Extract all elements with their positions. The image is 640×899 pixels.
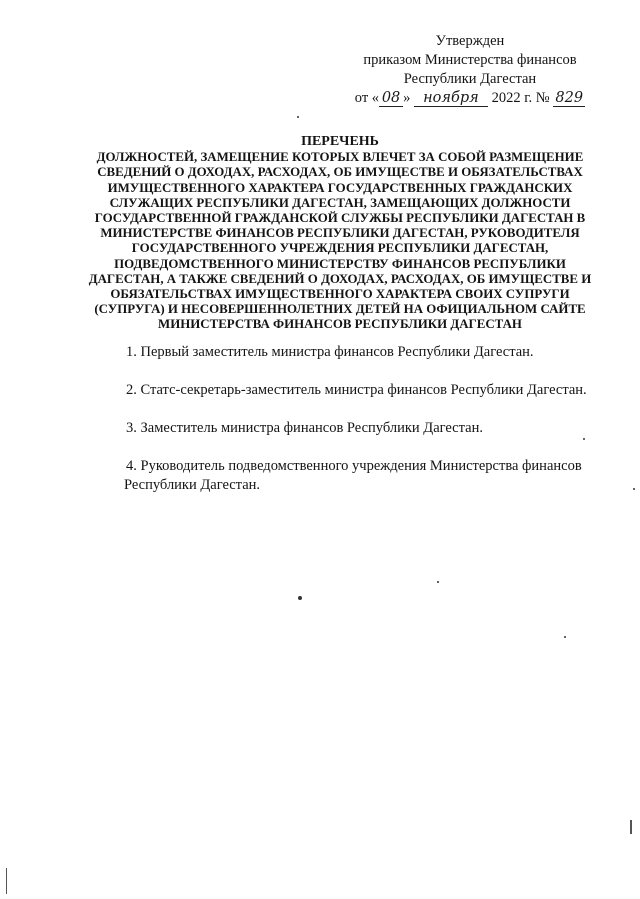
- subtitle-line: ДОЛЖНОСТЕЙ, ЗАМЕЩЕНИЕ КОТОРЫХ ВЛЕЧЕТ ЗА СОБОЙ РАЗМЕЩЕНИЕ: [96, 150, 584, 165]
- subtitle-line: ГОСУДАРСТВЕННОЙ ГРАЖДАНСКОЙ СЛУЖБЫ РЕСПУБЛИКИ ДАГЕСТАН В: [94, 211, 586, 226]
- list-item: [126, 457, 606, 495]
- approval-line-3: Республики Дагестан: [403, 71, 537, 87]
- subtitle-line: ОБЯЗАТЕЛЬСТВАХ ИМУЩЕСТВЕННОГО ХАРАКТЕРА СВОИХ СУПРУГИ: [110, 287, 570, 302]
- order-number-handwritten: 829: [553, 91, 585, 107]
- date-month-handwritten: ноября: [414, 91, 488, 107]
- scan-edge-mark: [6, 868, 7, 894]
- document-heading: [70, 134, 610, 333]
- date-prefix: от «: [354, 90, 380, 106]
- scan-edge-mark: [630, 820, 632, 834]
- list-item: 3. Заместитель министра финансов Республики Дагестан.: [126, 420, 483, 436]
- approval-line-2: приказом Министерства финансов: [363, 52, 577, 68]
- scan-speck: [583, 438, 585, 440]
- subtitle-line: ДАГЕСТАН, А ТАКЖЕ СВЕДЕНИЙ О ДОХОДАХ, РАСХОДАХ, ОБ ИМУЩЕСТВЕ И: [88, 271, 592, 286]
- scan-speck: [437, 581, 439, 583]
- positions-list: [126, 343, 606, 514]
- date-mid: »: [403, 90, 411, 106]
- list-item-continuation: Республики Дагестан.: [124, 477, 261, 493]
- subtitle-line: ИМУЩЕСТВЕННОГО ХАРАКТЕРА ГОСУДАРСТВЕННЫХ ГРАЖДАНСКИХ: [107, 180, 573, 195]
- scan-speck: [564, 636, 566, 638]
- scan-speck: [633, 488, 635, 490]
- scan-speck: [297, 116, 299, 118]
- subtitle-line: СЛУЖАЩИХ РЕСПУБЛИКИ ДАГЕСТАН, ЗАМЕЩАЮЩИХ ДОЛЖНОСТИ: [109, 195, 571, 210]
- document-title: ПЕРЕЧЕНЬ: [301, 134, 379, 149]
- list-item-text: 4. Руководитель подведомственного учреждения Министерства финансов: [126, 458, 582, 474]
- approval-line-1: Утвержден: [435, 33, 505, 49]
- subtitle-line: МИНИСТЕРСТВЕ ФИНАНСОВ РЕСПУБЛИКИ ДАГЕСТАН, РУКОВОДИТЕЛЯ: [100, 226, 580, 241]
- subtitle-line: (СУПРУГА) И НЕСОВЕРШЕННОЛЕТНИХ ДЕТЕЙ НА ОФИЦИАЛЬНОМ САЙТЕ: [94, 302, 586, 317]
- list-item: 1. Первый заместитель министра финансов Республики Дагестан.: [126, 344, 534, 360]
- subtitle-line: СВЕДЕНИЙ О ДОХОДАХ, РАСХОДАХ, ОБ ИМУЩЕСТВЕ И ОБЯЗАТЕЛЬСТВАХ: [97, 165, 583, 180]
- approval-stamp: [340, 32, 600, 108]
- date-day-handwritten: 08: [379, 91, 403, 107]
- date-year: 2022 г. №: [491, 90, 550, 106]
- subtitle-line: ПОДВЕДОМСТВЕННОГО МИНИСТЕРСТВУ ФИНАНСОВ РЕСПУБЛИКИ: [114, 256, 566, 271]
- scan-speck: [298, 596, 302, 600]
- subtitle-line: ГОСУДАРСТВЕННОГО УЧРЕЖДЕНИЯ РЕСПУБЛИКИ ДАГЕСТАН,: [131, 241, 549, 256]
- list-item: 2. Статс-секретарь-заместитель министра финансов Республики Дагестан.: [126, 382, 587, 398]
- approval-date-line: [340, 89, 600, 108]
- subtitle-line: МИНИСТЕРСТВА ФИНАНСОВ РЕСПУБЛИКИ ДАГЕСТАН: [158, 317, 522, 332]
